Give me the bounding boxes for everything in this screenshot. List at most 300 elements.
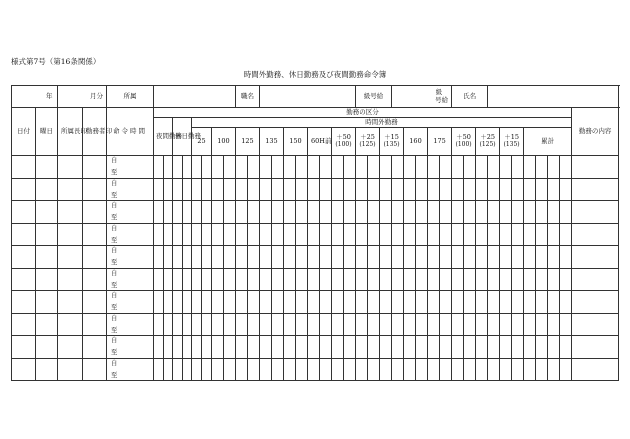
weekday-cell[interactable] [36, 336, 58, 359]
hours-cell[interactable] [212, 246, 224, 269]
order-time-cell[interactable] [107, 336, 154, 359]
hours-cell[interactable] [356, 313, 368, 336]
hours-cell[interactable] [380, 313, 392, 336]
hours-cell[interactable] [154, 313, 164, 336]
hours-cell[interactable] [164, 268, 173, 291]
hours-cell[interactable] [308, 223, 320, 246]
hours-cell[interactable] [380, 291, 392, 314]
hours-cell[interactable] [548, 291, 560, 314]
hours-cell[interactable] [560, 336, 572, 359]
hours-cell[interactable] [344, 313, 356, 336]
hours-cell[interactable] [308, 201, 320, 224]
hours-cell[interactable] [368, 268, 380, 291]
hours-cell[interactable] [192, 291, 202, 314]
hours-cell[interactable] [164, 156, 173, 179]
hours-cell[interactable] [236, 156, 248, 179]
hours-cell[interactable] [320, 156, 332, 179]
date-cell[interactable] [12, 358, 36, 381]
hours-cell[interactable] [260, 358, 272, 381]
hours-cell[interactable] [192, 156, 202, 179]
hours-cell[interactable] [464, 178, 476, 201]
hours-cell[interactable] [248, 223, 260, 246]
hours-cell[interactable] [344, 268, 356, 291]
hours-cell[interactable] [154, 223, 164, 246]
hours-cell[interactable] [192, 313, 202, 336]
hours-cell[interactable] [512, 246, 524, 269]
hours-cell[interactable] [173, 268, 183, 291]
weekday-cell[interactable] [36, 156, 58, 179]
hours-cell[interactable] [344, 291, 356, 314]
hours-cell[interactable] [440, 358, 452, 381]
hours-cell[interactable] [260, 336, 272, 359]
hours-cell[interactable] [260, 268, 272, 291]
hours-cell[interactable] [488, 156, 500, 179]
hours-cell[interactable] [308, 178, 320, 201]
hours-cell[interactable] [154, 336, 164, 359]
hours-cell[interactable] [536, 291, 548, 314]
hours-cell[interactable] [560, 358, 572, 381]
hours-cell[interactable] [320, 313, 332, 336]
work-content-cell[interactable] [572, 336, 619, 359]
hours-cell[interactable] [476, 358, 488, 381]
hours-cell[interactable] [224, 178, 236, 201]
hours-cell[interactable] [548, 201, 560, 224]
hours-cell[interactable] [224, 268, 236, 291]
hours-cell[interactable] [308, 156, 320, 179]
hours-cell[interactable] [212, 268, 224, 291]
hours-cell[interactable] [272, 246, 284, 269]
hours-cell[interactable] [536, 156, 548, 179]
hours-cell[interactable] [368, 178, 380, 201]
hours-cell[interactable] [164, 313, 173, 336]
hours-cell[interactable] [512, 358, 524, 381]
hours-cell[interactable] [272, 313, 284, 336]
hours-cell[interactable] [488, 201, 500, 224]
hours-cell[interactable] [536, 223, 548, 246]
hours-cell[interactable] [344, 223, 356, 246]
hours-cell[interactable] [296, 336, 308, 359]
hours-cell[interactable] [260, 313, 272, 336]
hours-cell[interactable] [296, 156, 308, 179]
hours-cell[interactable] [560, 268, 572, 291]
hours-cell[interactable] [224, 201, 236, 224]
hours-cell[interactable] [202, 201, 212, 224]
hours-cell[interactable] [440, 291, 452, 314]
work-content-cell[interactable] [572, 178, 619, 201]
hours-cell[interactable] [536, 268, 548, 291]
hours-cell[interactable] [428, 268, 440, 291]
hours-cell[interactable] [560, 201, 572, 224]
hours-cell[interactable] [464, 268, 476, 291]
hours-cell[interactable] [332, 358, 344, 381]
hours-cell[interactable] [380, 336, 392, 359]
hours-cell[interactable] [524, 358, 536, 381]
hours-cell[interactable] [164, 358, 173, 381]
hours-cell[interactable] [308, 291, 320, 314]
hours-cell[interactable] [332, 336, 344, 359]
hours-cell[interactable] [452, 223, 464, 246]
hours-cell[interactable] [272, 358, 284, 381]
worker-seal-cell[interactable] [83, 223, 107, 246]
worker-seal-cell[interactable] [83, 268, 107, 291]
hours-cell[interactable] [476, 291, 488, 314]
hours-cell[interactable] [428, 201, 440, 224]
hours-cell[interactable] [224, 336, 236, 359]
hours-cell[interactable] [284, 223, 296, 246]
hours-cell[interactable] [224, 156, 236, 179]
dept-seal-cell[interactable] [58, 201, 83, 224]
hours-cell[interactable] [452, 156, 464, 179]
hours-cell[interactable] [428, 246, 440, 269]
hours-cell[interactable] [183, 178, 192, 201]
hours-cell[interactable] [488, 291, 500, 314]
hours-cell[interactable] [212, 291, 224, 314]
hours-cell[interactable] [452, 358, 464, 381]
date-cell[interactable] [12, 313, 36, 336]
hours-cell[interactable] [500, 223, 512, 246]
hours-cell[interactable] [272, 268, 284, 291]
hours-cell[interactable] [212, 223, 224, 246]
hours-cell[interactable] [464, 156, 476, 179]
hours-cell[interactable] [464, 358, 476, 381]
hours-cell[interactable] [452, 291, 464, 314]
hours-cell[interactable] [236, 313, 248, 336]
hours-cell[interactable] [308, 313, 320, 336]
hours-cell[interactable] [236, 178, 248, 201]
hours-cell[interactable] [284, 336, 296, 359]
hours-cell[interactable] [260, 246, 272, 269]
hours-cell[interactable] [164, 223, 173, 246]
hours-cell[interactable] [548, 178, 560, 201]
hours-cell[interactable] [332, 313, 344, 336]
work-content-cell[interactable] [572, 358, 619, 381]
hours-cell[interactable] [428, 358, 440, 381]
hours-cell[interactable] [452, 178, 464, 201]
hours-cell[interactable] [154, 246, 164, 269]
hours-cell[interactable] [440, 178, 452, 201]
order-time-cell[interactable] [107, 223, 154, 246]
hours-cell[interactable] [548, 313, 560, 336]
hours-cell[interactable] [440, 313, 452, 336]
hours-cell[interactable] [212, 201, 224, 224]
hours-cell[interactable] [404, 223, 416, 246]
dept-seal-cell[interactable] [58, 178, 83, 201]
hours-cell[interactable] [428, 223, 440, 246]
hours-cell[interactable] [248, 156, 260, 179]
hours-cell[interactable] [248, 313, 260, 336]
hours-cell[interactable] [192, 223, 202, 246]
hours-cell[interactable] [476, 313, 488, 336]
hours-cell[interactable] [428, 156, 440, 179]
hours-cell[interactable] [548, 358, 560, 381]
hours-cell[interactable] [512, 178, 524, 201]
hours-cell[interactable] [440, 201, 452, 224]
hours-cell[interactable] [488, 246, 500, 269]
hours-cell[interactable] [296, 178, 308, 201]
hours-cell[interactable] [356, 178, 368, 201]
hours-cell[interactable] [344, 358, 356, 381]
hours-cell[interactable] [248, 201, 260, 224]
hours-cell[interactable] [236, 336, 248, 359]
order-time-cell[interactable] [107, 268, 154, 291]
hours-cell[interactable] [392, 156, 404, 179]
order-time-cell[interactable] [107, 156, 154, 179]
hours-cell[interactable] [512, 156, 524, 179]
hours-cell[interactable] [236, 291, 248, 314]
hours-cell[interactable] [344, 246, 356, 269]
worker-seal-cell[interactable] [83, 201, 107, 224]
dept-seal-cell[interactable] [58, 313, 83, 336]
dept-seal-cell[interactable] [58, 156, 83, 179]
hours-cell[interactable] [548, 246, 560, 269]
hours-cell[interactable] [192, 178, 202, 201]
hours-cell[interactable] [536, 336, 548, 359]
hours-cell[interactable] [380, 246, 392, 269]
hours-cell[interactable] [224, 223, 236, 246]
hours-cell[interactable] [296, 268, 308, 291]
hours-cell[interactable] [332, 201, 344, 224]
hours-cell[interactable] [202, 313, 212, 336]
hours-cell[interactable] [356, 291, 368, 314]
hours-cell[interactable] [164, 336, 173, 359]
hours-cell[interactable] [404, 156, 416, 179]
hours-cell[interactable] [296, 313, 308, 336]
hours-cell[interactable] [224, 313, 236, 336]
hours-cell[interactable] [368, 336, 380, 359]
hours-cell[interactable] [308, 336, 320, 359]
hours-cell[interactable] [404, 336, 416, 359]
weekday-cell[interactable] [36, 358, 58, 381]
hours-cell[interactable] [560, 223, 572, 246]
hours-cell[interactable] [560, 313, 572, 336]
hours-cell[interactable] [236, 223, 248, 246]
hours-cell[interactable] [212, 156, 224, 179]
hours-cell[interactable] [380, 178, 392, 201]
hours-cell[interactable] [202, 268, 212, 291]
hours-cell[interactable] [500, 336, 512, 359]
hours-cell[interactable] [224, 246, 236, 269]
hours-cell[interactable] [380, 358, 392, 381]
hours-cell[interactable] [392, 178, 404, 201]
hours-cell[interactable] [202, 358, 212, 381]
hours-cell[interactable] [332, 291, 344, 314]
hours-cell[interactable] [296, 223, 308, 246]
hours-cell[interactable] [154, 268, 164, 291]
hours-cell[interactable] [248, 178, 260, 201]
dept-seal-cell[interactable] [58, 358, 83, 381]
hours-cell[interactable] [512, 201, 524, 224]
hours-cell[interactable] [260, 291, 272, 314]
hours-cell[interactable] [416, 223, 428, 246]
hours-cell[interactable] [356, 358, 368, 381]
hours-cell[interactable] [284, 156, 296, 179]
hours-cell[interactable] [560, 178, 572, 201]
weekday-cell[interactable] [36, 291, 58, 314]
hours-cell[interactable] [512, 291, 524, 314]
hours-cell[interactable] [308, 268, 320, 291]
hours-cell[interactable] [536, 201, 548, 224]
hours-cell[interactable] [320, 336, 332, 359]
worker-seal-cell[interactable] [83, 358, 107, 381]
hours-cell[interactable] [488, 178, 500, 201]
hours-cell[interactable] [212, 358, 224, 381]
hours-cell[interactable] [416, 268, 428, 291]
hours-cell[interactable] [320, 246, 332, 269]
hours-cell[interactable] [154, 156, 164, 179]
hours-cell[interactable] [428, 291, 440, 314]
hours-cell[interactable] [524, 223, 536, 246]
hours-cell[interactable] [512, 223, 524, 246]
order-time-cell[interactable] [107, 178, 154, 201]
hours-cell[interactable] [248, 358, 260, 381]
dept-seal-cell[interactable] [58, 268, 83, 291]
hours-cell[interactable] [452, 336, 464, 359]
hours-cell[interactable] [320, 358, 332, 381]
hours-cell[interactable] [212, 178, 224, 201]
hours-cell[interactable] [272, 336, 284, 359]
hours-cell[interactable] [404, 201, 416, 224]
hours-cell[interactable] [416, 246, 428, 269]
hours-cell[interactable] [500, 291, 512, 314]
hours-cell[interactable] [548, 156, 560, 179]
hours-cell[interactable] [392, 223, 404, 246]
hours-cell[interactable] [440, 246, 452, 269]
weekday-cell[interactable] [36, 178, 58, 201]
hours-cell[interactable] [524, 156, 536, 179]
hours-cell[interactable] [183, 246, 192, 269]
weekday-cell[interactable] [36, 313, 58, 336]
dept-seal-cell[interactable] [58, 336, 83, 359]
order-time-cell[interactable] [107, 358, 154, 381]
hours-cell[interactable] [416, 291, 428, 314]
hours-cell[interactable] [500, 156, 512, 179]
date-cell[interactable] [12, 268, 36, 291]
hours-cell[interactable] [440, 223, 452, 246]
hours-cell[interactable] [356, 268, 368, 291]
hours-cell[interactable] [173, 246, 183, 269]
hours-cell[interactable] [500, 358, 512, 381]
hours-cell[interactable] [476, 201, 488, 224]
hours-cell[interactable] [464, 223, 476, 246]
hours-cell[interactable] [524, 268, 536, 291]
hours-cell[interactable] [416, 178, 428, 201]
hours-cell[interactable] [380, 156, 392, 179]
hours-cell[interactable] [164, 246, 173, 269]
hours-cell[interactable] [332, 223, 344, 246]
hours-cell[interactable] [428, 336, 440, 359]
hours-cell[interactable] [154, 178, 164, 201]
hours-cell[interactable] [272, 178, 284, 201]
hours-cell[interactable] [440, 336, 452, 359]
hours-cell[interactable] [173, 358, 183, 381]
hours-cell[interactable] [368, 223, 380, 246]
hours-cell[interactable] [536, 246, 548, 269]
order-time-cell[interactable] [107, 246, 154, 269]
hours-cell[interactable] [248, 291, 260, 314]
weekday-cell[interactable] [36, 201, 58, 224]
hours-cell[interactable] [392, 291, 404, 314]
hours-cell[interactable] [356, 201, 368, 224]
hours-cell[interactable] [202, 291, 212, 314]
hours-cell[interactable] [260, 178, 272, 201]
hours-cell[interactable] [392, 246, 404, 269]
hours-cell[interactable] [548, 223, 560, 246]
hours-cell[interactable] [154, 358, 164, 381]
hours-cell[interactable] [488, 336, 500, 359]
hours-cell[interactable] [344, 178, 356, 201]
dept-seal-cell[interactable] [58, 223, 83, 246]
hours-cell[interactable] [464, 291, 476, 314]
hours-cell[interactable] [500, 178, 512, 201]
hours-cell[interactable] [416, 313, 428, 336]
hours-cell[interactable] [536, 313, 548, 336]
worker-seal-cell[interactable] [83, 156, 107, 179]
date-cell[interactable] [12, 201, 36, 224]
hours-cell[interactable] [296, 358, 308, 381]
hours-cell[interactable] [416, 358, 428, 381]
order-time-cell[interactable] [107, 291, 154, 314]
hours-cell[interactable] [392, 313, 404, 336]
hours-cell[interactable] [202, 156, 212, 179]
hours-cell[interactable] [476, 223, 488, 246]
hours-cell[interactable] [452, 246, 464, 269]
hours-cell[interactable] [260, 156, 272, 179]
hours-cell[interactable] [308, 246, 320, 269]
worker-seal-cell[interactable] [83, 178, 107, 201]
hours-cell[interactable] [284, 291, 296, 314]
hours-cell[interactable] [392, 358, 404, 381]
hours-cell[interactable] [524, 201, 536, 224]
hours-cell[interactable] [320, 291, 332, 314]
hours-cell[interactable] [212, 336, 224, 359]
hours-cell[interactable] [183, 313, 192, 336]
hours-cell[interactable] [416, 156, 428, 179]
work-content-cell[interactable] [572, 313, 619, 336]
hours-cell[interactable] [476, 336, 488, 359]
worker-seal-cell[interactable] [83, 336, 107, 359]
hours-cell[interactable] [368, 201, 380, 224]
hours-cell[interactable] [332, 156, 344, 179]
work-content-cell[interactable] [572, 156, 619, 179]
hours-cell[interactable] [488, 223, 500, 246]
hours-cell[interactable] [183, 156, 192, 179]
date-cell[interactable] [12, 156, 36, 179]
hours-cell[interactable] [440, 268, 452, 291]
hours-cell[interactable] [183, 336, 192, 359]
hours-cell[interactable] [404, 358, 416, 381]
hours-cell[interactable] [284, 358, 296, 381]
hours-cell[interactable] [344, 201, 356, 224]
dept-seal-cell[interactable] [58, 246, 83, 269]
work-content-cell[interactable] [572, 268, 619, 291]
hours-cell[interactable] [296, 291, 308, 314]
hours-cell[interactable] [344, 156, 356, 179]
hours-cell[interactable] [202, 223, 212, 246]
hours-cell[interactable] [416, 336, 428, 359]
hours-cell[interactable] [452, 201, 464, 224]
hours-cell[interactable] [173, 291, 183, 314]
hours-cell[interactable] [368, 291, 380, 314]
hours-cell[interactable] [183, 268, 192, 291]
hours-cell[interactable] [512, 313, 524, 336]
hours-cell[interactable] [164, 291, 173, 314]
hours-cell[interactable] [272, 201, 284, 224]
hours-cell[interactable] [272, 223, 284, 246]
hours-cell[interactable] [236, 358, 248, 381]
hours-cell[interactable] [464, 201, 476, 224]
hours-cell[interactable] [173, 223, 183, 246]
worker-seal-cell[interactable] [83, 313, 107, 336]
